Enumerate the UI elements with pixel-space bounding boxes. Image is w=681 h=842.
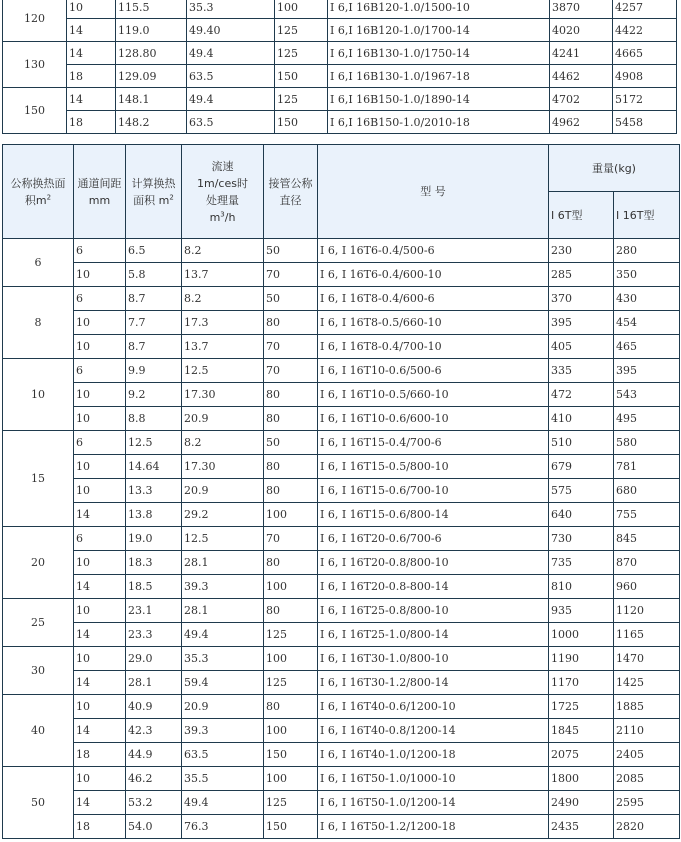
gap-cell: 18: [67, 111, 116, 134]
model-cell: I 6, I 16T15-0.4/700-6: [318, 431, 549, 455]
pipe-cell: 50: [264, 287, 318, 311]
weight-i6t-cell: 3870: [550, 0, 613, 19]
model-cell: I 6, I 16T10-0.6/600-10: [318, 407, 549, 431]
weight-i16t-cell: 495: [614, 407, 680, 431]
table-row: [3, 263, 680, 287]
table-row: [3, 791, 680, 815]
model-cell: I 6, I 16T20-0.8/800-10: [318, 551, 549, 575]
model-cell: I 6, I 16T25-1.0/800-14: [318, 623, 549, 647]
calc-area-cell: 12.5: [126, 431, 182, 455]
flow-cell: 49.4: [182, 791, 264, 815]
gap-cell: 14: [67, 19, 116, 42]
flow-cell: 63.5: [187, 111, 275, 134]
table-row: [3, 287, 680, 311]
weight-i6t-cell: 335: [549, 359, 614, 383]
weight-i16t-cell: 1165: [614, 623, 680, 647]
model-cell: I 6, I 16T15-0.6/800-14: [318, 503, 549, 527]
flow-cell: 17.3: [182, 311, 264, 335]
header-weight-i16t: I 16T型: [614, 192, 680, 239]
table-row: [3, 815, 680, 839]
calc-area-cell: 8.7: [126, 287, 182, 311]
flow-cell: 29.2: [182, 503, 264, 527]
model-cell: I 6, I 16T8-0.4/700-10: [318, 335, 549, 359]
gap-cell: 6: [74, 239, 126, 263]
header-calc-area: 计算换热 面积 $m^2$: [126, 145, 182, 239]
table-row: [3, 575, 680, 599]
gap-cell: 14: [74, 575, 126, 599]
pipe-cell: 70: [264, 527, 318, 551]
header-flow: 流速 1m/ces时 处理量 $m^3/h$: [182, 145, 264, 239]
gap-cell: 10: [74, 455, 126, 479]
spec-table-body: [3, 239, 680, 839]
weight-i16t-cell: 781: [614, 455, 680, 479]
weight-i6t-cell: 2435: [549, 815, 614, 839]
model-cell: I 6, I 16T8-0.5/660-10: [318, 311, 549, 335]
gap-cell: 10: [74, 263, 126, 287]
calc-area-cell: 42.3: [126, 719, 182, 743]
weight-i16t-cell: 395: [614, 359, 680, 383]
table-row: [3, 527, 680, 551]
gap-cell: 14: [74, 503, 126, 527]
calc-area-cell: 14.64: [126, 455, 182, 479]
calc-area-cell: 128.80: [116, 42, 187, 65]
weight-i16t-cell: 870: [614, 551, 680, 575]
weight-i6t-cell: 395: [549, 311, 614, 335]
model-cell: I 6, I 16T30-1.0/800-10: [318, 647, 549, 671]
model-cell: I 6, I 16T40-0.8/1200-14: [318, 719, 549, 743]
pipe-cell: 150: [275, 111, 328, 134]
gap-cell: 10: [74, 695, 126, 719]
weight-i6t-cell: 935: [549, 599, 614, 623]
table-row: [3, 311, 680, 335]
calc-area-cell: 7.7: [126, 311, 182, 335]
area-cell: 130: [3, 42, 67, 88]
area-cell: 15: [3, 431, 74, 527]
calc-area-cell: 23.1: [126, 599, 182, 623]
weight-i6t-cell: 735: [549, 551, 614, 575]
header-pipe: 接管公称 直径: [264, 145, 318, 239]
calc-area-cell: 46.2: [126, 767, 182, 791]
weight-i6t-cell: 810: [549, 575, 614, 599]
model-cell: I 6,I 16B150-1.0/1890-14: [328, 88, 550, 111]
flow-cell: 12.5: [182, 359, 264, 383]
model-cell: I 6, I 16T30-1.2/800-14: [318, 671, 549, 695]
gap-cell: 18: [74, 815, 126, 839]
gap-cell: 14: [67, 88, 116, 111]
pipe-cell: 70: [264, 263, 318, 287]
calc-area-cell: 129.09: [116, 65, 187, 88]
weight-i6t-cell: 640: [549, 503, 614, 527]
table-row: [3, 479, 680, 503]
weight-i6t-cell: 410: [549, 407, 614, 431]
model-cell: I 6, I 16T15-0.6/700-10: [318, 479, 549, 503]
pipe-cell: 80: [264, 695, 318, 719]
table-row: [3, 623, 680, 647]
calc-area-cell: 40.9: [126, 695, 182, 719]
weight-i6t-cell: 510: [549, 431, 614, 455]
weight-i16t-cell: 2595: [614, 791, 680, 815]
calc-area-cell: 5.8: [126, 263, 182, 287]
calc-area-cell: 19.0: [126, 527, 182, 551]
table-row: [3, 111, 677, 134]
weight-i6t-cell: 2490: [549, 791, 614, 815]
table-row: [3, 0, 677, 19]
model-cell: I 6, I 16T50-1.0/1200-14: [318, 791, 549, 815]
weight-i16t-cell: 465: [614, 335, 680, 359]
flow-cell: 49.4: [187, 42, 275, 65]
model-cell: I 6, I 16T6-0.4/500-6: [318, 239, 549, 263]
pipe-cell: 80: [264, 599, 318, 623]
pipe-cell: 100: [264, 719, 318, 743]
weight-i16t-cell: 845: [614, 527, 680, 551]
calc-area-cell: 54.0: [126, 815, 182, 839]
model-cell: I 6,I 16B150-1.0/2010-18: [328, 111, 550, 134]
pipe-cell: 80: [264, 311, 318, 335]
area-cell: 6: [3, 239, 74, 287]
calc-area-cell: 8.7: [126, 335, 182, 359]
weight-i16t-cell: 4908: [613, 65, 677, 88]
pipe-cell: 100: [264, 767, 318, 791]
model-cell: I 6,I 16B120-1.0/1500-10: [328, 0, 550, 19]
weight-i16t-cell: 4665: [613, 42, 677, 65]
gap-cell: 10: [74, 479, 126, 503]
weight-i16t-cell: 755: [614, 503, 680, 527]
calc-area-cell: 53.2: [126, 791, 182, 815]
gap-cell: 10: [74, 647, 126, 671]
pipe-cell: 80: [264, 551, 318, 575]
table-row: [3, 719, 680, 743]
pipe-cell: 100: [264, 647, 318, 671]
pipe-cell: 100: [264, 575, 318, 599]
pipe-cell: 125: [275, 19, 328, 42]
gap-cell: 14: [67, 42, 116, 65]
table-row: [3, 743, 680, 767]
calc-area-cell: 6.5: [126, 239, 182, 263]
weight-i6t-cell: 2075: [549, 743, 614, 767]
gap-cell: 10: [74, 551, 126, 575]
gap-cell: 6: [74, 527, 126, 551]
pipe-cell: 125: [275, 88, 328, 111]
flow-cell: 59.4: [182, 671, 264, 695]
pipe-cell: 125: [264, 671, 318, 695]
table-row: [3, 695, 680, 719]
area-cell: 20: [3, 527, 74, 599]
calc-area-cell: 119.0: [116, 19, 187, 42]
calc-area-cell: 13.3: [126, 479, 182, 503]
flow-cell: 17.30: [182, 455, 264, 479]
pipe-cell: 70: [264, 359, 318, 383]
pipe-cell: 50: [264, 239, 318, 263]
flow-cell: 28.1: [182, 551, 264, 575]
spec-table-header: [3, 145, 680, 239]
weight-i6t-cell: 1170: [549, 671, 614, 695]
gap-cell: 6: [74, 431, 126, 455]
gap-cell: 18: [67, 65, 116, 88]
model-cell: I 6, I 16T25-0.8/800-10: [318, 599, 549, 623]
table-row: [3, 359, 680, 383]
calc-area-cell: 23.3: [126, 623, 182, 647]
weight-i16t-cell: 5172: [613, 88, 677, 111]
top-spec-table: [2, 0, 677, 134]
gap-cell: 10: [74, 383, 126, 407]
weight-i16t-cell: 580: [614, 431, 680, 455]
calc-area-cell: 9.2: [126, 383, 182, 407]
flow-cell: 13.7: [182, 335, 264, 359]
header-area: 公称换热面 积$m^2$: [3, 145, 74, 239]
weight-i16t-cell: 280: [614, 239, 680, 263]
flow-cell: 20.9: [182, 407, 264, 431]
area-cell: 50: [3, 767, 74, 839]
model-cell: I 6, I 16T8-0.4/600-6: [318, 287, 549, 311]
header-weight: 重量(kg): [549, 145, 680, 192]
table-row: [3, 239, 680, 263]
pipe-cell: 125: [264, 791, 318, 815]
spec-table: [2, 144, 680, 839]
calc-area-cell: 44.9: [126, 743, 182, 767]
gap-cell: 6: [74, 287, 126, 311]
calc-area-cell: 28.1: [126, 671, 182, 695]
calc-area-cell: 115.5: [116, 0, 187, 19]
weight-i16t-cell: 680: [614, 479, 680, 503]
table-row: [3, 335, 680, 359]
flow-cell: 8.2: [182, 239, 264, 263]
pipe-cell: 80: [264, 383, 318, 407]
flow-cell: 35.5: [182, 767, 264, 791]
model-cell: I 6,I 16B130-1.0/1750-14: [328, 42, 550, 65]
gap-cell: 10: [74, 599, 126, 623]
area-cell: 30: [3, 647, 74, 695]
weight-i16t-cell: 1425: [614, 671, 680, 695]
area-cell: 120: [3, 0, 67, 42]
weight-i6t-cell: 405: [549, 335, 614, 359]
table-row: [3, 599, 680, 623]
flow-cell: 28.1: [182, 599, 264, 623]
gap-cell: 14: [74, 671, 126, 695]
flow-cell: 39.3: [182, 719, 264, 743]
table-row: [3, 431, 680, 455]
weight-i16t-cell: 430: [614, 287, 680, 311]
flow-cell: 35.3: [182, 647, 264, 671]
weight-i6t-cell: 1800: [549, 767, 614, 791]
flow-cell: 35.3: [187, 0, 275, 19]
pipe-cell: 80: [264, 455, 318, 479]
calc-area-cell: 148.1: [116, 88, 187, 111]
model-cell: I 6, I 16T50-1.2/1200-18: [318, 815, 549, 839]
weight-i6t-cell: 1725: [549, 695, 614, 719]
pipe-cell: 150: [264, 743, 318, 767]
flow-cell: 20.9: [182, 479, 264, 503]
weight-i16t-cell: 960: [614, 575, 680, 599]
weight-i16t-cell: 1120: [614, 599, 680, 623]
weight-i16t-cell: 4257: [613, 0, 677, 19]
table-row: [3, 88, 677, 111]
flow-cell: 20.9: [182, 695, 264, 719]
model-cell: I 6, I 16T10-0.6/500-6: [318, 359, 549, 383]
calc-area-cell: 8.8: [126, 407, 182, 431]
model-cell: I 6, I 16T40-0.6/1200-10: [318, 695, 549, 719]
model-cell: I 6,I 16B130-1.0/1967-18: [328, 65, 550, 88]
pipe-cell: 100: [275, 0, 328, 19]
flow-cell: 49.4: [187, 88, 275, 111]
table-row: [3, 767, 680, 791]
area-cell: 25: [3, 599, 74, 647]
weight-i16t-cell: 2405: [614, 743, 680, 767]
weight-i6t-cell: 1190: [549, 647, 614, 671]
gap-cell: 6: [74, 359, 126, 383]
weight-i6t-cell: 4462: [550, 65, 613, 88]
table-row: [3, 383, 680, 407]
weight-i16t-cell: 2110: [614, 719, 680, 743]
model-cell: I 6, I 16T20-0.8-800-14: [318, 575, 549, 599]
flow-cell: 39.3: [182, 575, 264, 599]
flow-cell: 8.2: [182, 287, 264, 311]
gap-cell: 10: [74, 407, 126, 431]
weight-i6t-cell: 730: [549, 527, 614, 551]
header-weight-i6t: I 6T型: [549, 192, 614, 239]
table-row: [3, 455, 680, 479]
weight-i6t-cell: 472: [549, 383, 614, 407]
weight-i16t-cell: 454: [614, 311, 680, 335]
calc-area-cell: 13.8: [126, 503, 182, 527]
area-cell: 10: [3, 359, 74, 431]
top-spec-table-body: [3, 0, 677, 134]
pipe-cell: 150: [275, 65, 328, 88]
table-row: [3, 42, 677, 65]
model-cell: I 6, I 16T50-1.0/1000-10: [318, 767, 549, 791]
calc-area-cell: 18.5: [126, 575, 182, 599]
weight-i6t-cell: 1000: [549, 623, 614, 647]
weight-i6t-cell: 4702: [550, 88, 613, 111]
table-row: [3, 551, 680, 575]
flow-cell: 49.4: [182, 623, 264, 647]
gap-cell: 18: [74, 743, 126, 767]
model-cell: I 6, I 16T40-1.0/1200-18: [318, 743, 549, 767]
table-row: [3, 407, 680, 431]
flow-cell: 13.7: [182, 263, 264, 287]
gap-cell: 10: [74, 335, 126, 359]
weight-i6t-cell: 1845: [549, 719, 614, 743]
calc-area-cell: 148.2: [116, 111, 187, 134]
area-cell: 40: [3, 695, 74, 767]
pipe-cell: 70: [264, 335, 318, 359]
weight-i16t-cell: 2820: [614, 815, 680, 839]
weight-i16t-cell: 2085: [614, 767, 680, 791]
flow-cell: 49.40: [187, 19, 275, 42]
table-row: [3, 647, 680, 671]
area-cell: 150: [3, 88, 67, 134]
area-cell: 8: [3, 287, 74, 359]
gap-cell: 14: [74, 719, 126, 743]
calc-area-cell: 18.3: [126, 551, 182, 575]
flow-cell: 76.3: [182, 815, 264, 839]
weight-i6t-cell: 370: [549, 287, 614, 311]
pipe-cell: 125: [264, 623, 318, 647]
weight-i6t-cell: 230: [549, 239, 614, 263]
calc-area-cell: 29.0: [126, 647, 182, 671]
pipe-cell: 50: [264, 431, 318, 455]
table-row: [3, 671, 680, 695]
pipe-cell: 80: [264, 407, 318, 431]
gap-cell: 10: [74, 311, 126, 335]
gap-cell: 14: [74, 791, 126, 815]
gap-cell: 10: [67, 0, 116, 19]
weight-i16t-cell: 4422: [613, 19, 677, 42]
weight-i6t-cell: 679: [549, 455, 614, 479]
pipe-cell: 125: [275, 42, 328, 65]
weight-i16t-cell: 1885: [614, 695, 680, 719]
model-cell: I 6, I 16T10-0.5/660-10: [318, 383, 549, 407]
weight-i6t-cell: 575: [549, 479, 614, 503]
gap-cell: 14: [74, 623, 126, 647]
calc-area-cell: 9.9: [126, 359, 182, 383]
flow-cell: 17.30: [182, 383, 264, 407]
model-cell: I 6, I 16T15-0.5/800-10: [318, 455, 549, 479]
model-cell: I 6, I 16T20-0.6/700-6: [318, 527, 549, 551]
model-cell: I 6, I 16T6-0.4/600-10: [318, 263, 549, 287]
header-model: 型 号: [318, 145, 549, 239]
weight-i16t-cell: 5458: [613, 111, 677, 134]
table-row: [3, 503, 680, 527]
table-row: [3, 65, 677, 88]
weight-i16t-cell: 543: [614, 383, 680, 407]
weight-i6t-cell: 285: [549, 263, 614, 287]
model-cell: I 6,I 16B120-1.0/1700-14: [328, 19, 550, 42]
weight-i6t-cell: 4241: [550, 42, 613, 65]
weight-i6t-cell: 4962: [550, 111, 613, 134]
flow-cell: 63.5: [182, 743, 264, 767]
pipe-cell: 100: [264, 503, 318, 527]
pipe-cell: 150: [264, 815, 318, 839]
weight-i16t-cell: 1470: [614, 647, 680, 671]
header-gap: 通道间距 mm: [74, 145, 126, 239]
pipe-cell: 80: [264, 479, 318, 503]
gap-cell: 10: [74, 767, 126, 791]
weight-i16t-cell: 350: [614, 263, 680, 287]
weight-i6t-cell: 4020: [550, 19, 613, 42]
flow-cell: 12.5: [182, 527, 264, 551]
flow-cell: 8.2: [182, 431, 264, 455]
flow-cell: 63.5: [187, 65, 275, 88]
table-row: [3, 19, 677, 42]
